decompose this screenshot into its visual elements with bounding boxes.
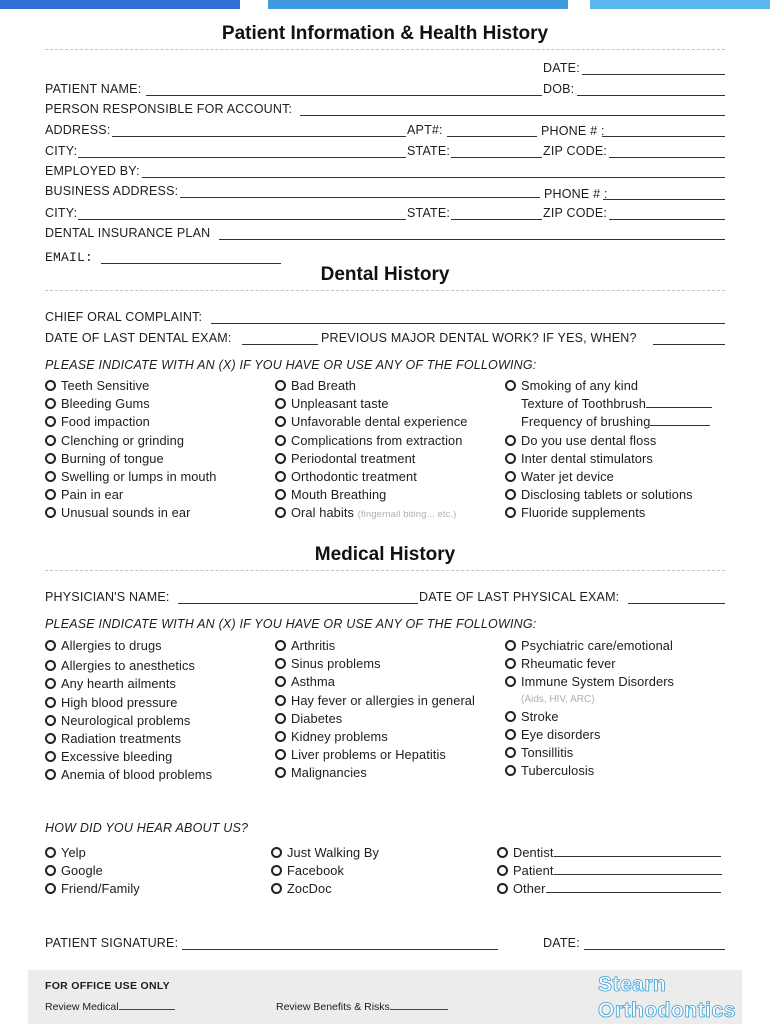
business-zip-label: ZIP CODE: bbox=[543, 206, 608, 220]
checkbox-circle[interactable] bbox=[45, 416, 56, 427]
review-medical-field[interactable] bbox=[119, 1000, 175, 1010]
option-sinus[interactable]: Sinus problems bbox=[275, 655, 475, 673]
option-water-jet[interactable]: Water jet device bbox=[505, 468, 712, 486]
state-label: STATE: bbox=[407, 144, 451, 158]
dob-label: DOB: bbox=[543, 82, 575, 96]
review-benefits-field[interactable] bbox=[390, 1000, 448, 1010]
physician-name-field[interactable] bbox=[178, 603, 418, 604]
option-walking-by[interactable]: Just Walking By bbox=[271, 844, 379, 862]
zip-field[interactable] bbox=[609, 157, 725, 158]
immune-note: (Aids, HIV, ARC) bbox=[521, 693, 595, 705]
business-city-label: CITY: bbox=[45, 206, 78, 220]
option-kidney[interactable]: Kidney problems bbox=[275, 728, 475, 746]
signature-date-label: DATE: bbox=[543, 936, 580, 950]
texture-toothbrush-row bbox=[505, 395, 712, 413]
option-radiation[interactable]: Radiation treatments bbox=[45, 730, 212, 748]
option-inter-dental[interactable]: Inter dental stimulators bbox=[505, 450, 712, 468]
option-hay-fever[interactable]: Hay fever or allergies in general bbox=[275, 692, 475, 710]
option-asthma[interactable]: Asthma bbox=[275, 673, 475, 691]
medical-column-1 bbox=[45, 637, 212, 785]
patient-name-referral-field[interactable] bbox=[554, 865, 722, 875]
checkbox-circle[interactable] bbox=[505, 380, 516, 391]
checkbox-circle[interactable] bbox=[275, 471, 286, 482]
option-dental-floss[interactable]: Do you use dental floss bbox=[505, 432, 712, 450]
employed-by-label: EMPLOYED BY: bbox=[45, 164, 140, 178]
checkbox-circle[interactable] bbox=[275, 398, 286, 409]
checkbox-circle[interactable] bbox=[275, 731, 286, 742]
option-liver[interactable]: Liver problems or Hepatitis bbox=[275, 746, 475, 764]
option-swelling[interactable]: Swelling or lumps in mouth bbox=[45, 468, 217, 486]
business-address-field[interactable] bbox=[180, 197, 540, 198]
option-burning-tongue[interactable]: Burning of tongue bbox=[45, 450, 217, 468]
option-anemia[interactable]: Anemia of blood problems bbox=[45, 766, 212, 784]
option-smoking[interactable]: Smoking of any kind bbox=[505, 377, 712, 395]
address-field[interactable] bbox=[112, 136, 406, 137]
apt-field[interactable] bbox=[447, 136, 537, 137]
apt-label: APT#: bbox=[407, 123, 443, 137]
business-city-field[interactable] bbox=[78, 219, 406, 220]
checkbox-circle[interactable] bbox=[505, 711, 516, 722]
checkbox-circle[interactable] bbox=[45, 733, 56, 744]
dentist-name-field[interactable] bbox=[554, 847, 721, 857]
checkbox-circle[interactable] bbox=[497, 865, 508, 876]
medical-instructions: PLEASE INDICATE WITH AN (X) IF YOU HAVE OR USE ANY OF THE FOLLOWING: bbox=[45, 617, 537, 631]
option-google[interactable]: Google bbox=[45, 862, 140, 880]
checkbox-circle[interactable] bbox=[45, 489, 56, 500]
option-other[interactable]: Other bbox=[497, 880, 722, 898]
checkbox-circle[interactable] bbox=[271, 847, 282, 858]
insurance-field[interactable] bbox=[219, 239, 725, 240]
business-address-label: BUSINESS ADDRESS: bbox=[45, 184, 179, 198]
dental-column-1 bbox=[45, 377, 217, 523]
checkbox-circle[interactable] bbox=[45, 697, 56, 708]
option-teeth-sensitive[interactable]: Teeth Sensitive bbox=[45, 377, 217, 395]
business-state-label: STATE: bbox=[407, 206, 451, 220]
option-unpleasant-taste[interactable]: Unpleasant taste bbox=[275, 395, 467, 413]
checkbox-circle[interactable] bbox=[45, 769, 56, 780]
option-unusual-sounds[interactable]: Unusual sounds in ear bbox=[45, 504, 217, 522]
top-accent-bar bbox=[0, 0, 770, 9]
texture-toothbrush-field[interactable] bbox=[646, 398, 712, 408]
option-neurological[interactable]: Neurological problems bbox=[45, 712, 212, 730]
checkbox-circle[interactable] bbox=[505, 453, 516, 464]
phone-field[interactable] bbox=[602, 136, 725, 137]
referral-column-2 bbox=[271, 844, 379, 899]
option-pain-in-ear[interactable]: Pain in ear bbox=[45, 486, 217, 504]
previous-work-field[interactable] bbox=[653, 344, 725, 345]
checkbox-circle[interactable] bbox=[271, 865, 282, 876]
previous-work-label: PREVIOUS MAJOR DENTAL WORK? IF YES, WHEN? bbox=[321, 331, 637, 345]
option-mouth-breathing[interactable]: Mouth Breathing bbox=[275, 486, 467, 504]
option-unfavorable-experience[interactable]: Unfavorable dental experience bbox=[275, 413, 467, 431]
checkbox-circle[interactable] bbox=[275, 676, 286, 687]
last-physical-label: DATE OF LAST PHYSICAL EXAM: bbox=[419, 590, 620, 604]
chief-complaint-label: CHIEF ORAL COMPLAINT: bbox=[45, 310, 203, 324]
business-zip-field[interactable] bbox=[609, 219, 725, 220]
checkbox-circle[interactable] bbox=[275, 713, 286, 724]
checkbox-circle[interactable] bbox=[45, 453, 56, 464]
medical-history-title: Medical History bbox=[314, 544, 456, 565]
frequency-brushing-row bbox=[505, 413, 712, 431]
option-allergies-drugs[interactable]: Allergies to drugs bbox=[45, 637, 212, 655]
office-use-heading: FOR OFFICE USE ONLY bbox=[45, 980, 170, 992]
medical-column-3 bbox=[505, 637, 674, 780]
review-medical-row: Review Medical bbox=[45, 1000, 175, 1013]
option-patient[interactable]: Patient bbox=[497, 862, 722, 880]
person-responsible-field[interactable] bbox=[300, 115, 725, 116]
option-bad-breath[interactable]: Bad Breath bbox=[275, 377, 467, 395]
employed-by-field[interactable] bbox=[142, 177, 725, 178]
option-friend-family[interactable]: Friend/Family bbox=[45, 880, 140, 898]
checkbox-circle[interactable] bbox=[275, 489, 286, 500]
insurance-label: DENTAL INSURANCE PLAN bbox=[45, 226, 211, 240]
checkbox-circle[interactable] bbox=[275, 507, 286, 518]
option-excessive-bleeding[interactable]: Excessive bleeding bbox=[45, 748, 212, 766]
stearn-orthodontics-logo: Stearn Orthodontics bbox=[598, 973, 736, 1022]
signature-date-field[interactable] bbox=[584, 949, 725, 950]
chief-complaint-field[interactable] bbox=[211, 323, 725, 324]
checkbox-circle[interactable] bbox=[505, 676, 516, 687]
checkbox-circle[interactable] bbox=[45, 678, 56, 689]
option-periodontal[interactable]: Periodontal treatment bbox=[275, 450, 467, 468]
title-divider bbox=[45, 49, 725, 50]
option-fluoride[interactable]: Fluoride supplements bbox=[505, 504, 712, 522]
zip-label: ZIP CODE: bbox=[543, 144, 608, 158]
patient-name-label: PATIENT NAME: bbox=[45, 82, 142, 96]
option-complications-extraction[interactable]: Complications from extraction bbox=[275, 432, 467, 450]
city-label: CITY: bbox=[45, 144, 78, 158]
dob-field[interactable] bbox=[577, 95, 725, 96]
date-field[interactable] bbox=[582, 74, 725, 75]
patient-name-field[interactable] bbox=[146, 95, 542, 96]
checkbox-circle[interactable] bbox=[45, 640, 56, 651]
phone-label: PHONE # : bbox=[541, 124, 605, 138]
frequency-brushing-label: Frequency of brushing bbox=[521, 414, 651, 430]
checkbox-circle[interactable] bbox=[45, 847, 56, 858]
option-rheumatic[interactable]: Rheumatic fever bbox=[505, 655, 674, 673]
checkbox-circle[interactable] bbox=[45, 471, 56, 482]
option-orthodontic[interactable]: Orthodontic treatment bbox=[275, 468, 467, 486]
checkbox-circle[interactable] bbox=[275, 767, 286, 778]
checkbox-circle[interactable] bbox=[505, 640, 516, 651]
checkbox-circle[interactable] bbox=[505, 729, 516, 740]
checkbox-circle[interactable] bbox=[497, 847, 508, 858]
option-high-blood-pressure[interactable]: High blood pressure bbox=[45, 694, 212, 712]
oral-habits-note: (fingernail biting... etc.) bbox=[357, 509, 457, 521]
option-zocdoc[interactable]: ZocDoc bbox=[271, 880, 379, 898]
option-oral-habits[interactable]: Oral habits (fingernail biting... etc.) bbox=[275, 504, 467, 522]
option-clenching[interactable]: Clenching or grinding bbox=[45, 432, 217, 450]
option-disclosing-tablets[interactable]: Disclosing tablets or solutions bbox=[505, 486, 712, 504]
referral-column-3 bbox=[497, 844, 722, 899]
checkbox-circle[interactable] bbox=[505, 658, 516, 669]
frequency-brushing-field[interactable] bbox=[650, 416, 710, 426]
dental-history-title: Dental History bbox=[320, 264, 450, 285]
dental-instructions: PLEASE INDICATE WITH AN (X) IF YOU HAVE OR USE ANY OF THE FOLLOWING: bbox=[45, 358, 537, 372]
option-hearth-ailments[interactable]: Any hearth ailments bbox=[45, 675, 212, 693]
referral-prompt: HOW DID YOU HEAR ABOUT US? bbox=[45, 821, 249, 835]
checkbox-circle[interactable] bbox=[505, 489, 516, 500]
option-immune[interactable]: Immune System Disorders bbox=[505, 673, 674, 691]
review-benefits-row: Review Benefits & Risks bbox=[276, 1000, 448, 1013]
checkbox-circle[interactable] bbox=[275, 749, 286, 760]
last-dental-exam-field[interactable] bbox=[242, 344, 318, 345]
accent-segment-1 bbox=[0, 0, 240, 9]
city-field[interactable] bbox=[78, 157, 406, 158]
checkbox-circle[interactable] bbox=[505, 435, 516, 446]
checkbox-circle[interactable] bbox=[275, 640, 286, 651]
checkbox-circle[interactable] bbox=[45, 660, 56, 671]
other-referral-field[interactable] bbox=[546, 883, 721, 893]
last-dental-exam-label: DATE OF LAST DENTAL EXAM: bbox=[45, 331, 232, 345]
medical-column-2 bbox=[275, 637, 475, 783]
checkbox-circle[interactable] bbox=[45, 380, 56, 391]
option-eye-disorders[interactable]: Eye disorders bbox=[505, 726, 674, 744]
option-facebook[interactable]: Facebook bbox=[271, 862, 379, 880]
checkbox-circle[interactable] bbox=[45, 751, 56, 762]
date-label: DATE: bbox=[543, 61, 580, 75]
checkbox-circle[interactable] bbox=[505, 747, 516, 758]
option-psychiatric[interactable]: Psychiatric care/emotional bbox=[505, 637, 674, 655]
option-yelp[interactable]: Yelp bbox=[45, 844, 140, 862]
accent-segment-2 bbox=[268, 0, 568, 9]
checkbox-circle[interactable] bbox=[275, 416, 286, 427]
referral-column-1 bbox=[45, 844, 140, 899]
dental-divider bbox=[45, 290, 725, 291]
checkbox-circle[interactable] bbox=[275, 435, 286, 446]
option-tuberculosis[interactable]: Tuberculosis bbox=[505, 762, 674, 780]
option-arthritis[interactable]: Arthritis bbox=[275, 637, 475, 655]
dental-column-3 bbox=[505, 377, 712, 523]
checkbox-circle[interactable] bbox=[45, 865, 56, 876]
address-label: ADDRESS: bbox=[45, 123, 111, 137]
option-tonsillitis[interactable]: Tonsillitis bbox=[505, 744, 674, 762]
option-allergies-anesthetics[interactable]: Allergies to anesthetics bbox=[45, 657, 212, 675]
checkbox-circle[interactable] bbox=[45, 435, 56, 446]
checkbox-circle[interactable] bbox=[505, 507, 516, 518]
checkbox-circle[interactable] bbox=[505, 765, 516, 776]
checkbox-circle[interactable] bbox=[45, 715, 56, 726]
page-title: Patient Information & Health History bbox=[221, 23, 549, 44]
texture-toothbrush-label: Texture of Toothbrush bbox=[521, 396, 646, 412]
option-dentist[interactable]: Dentist bbox=[497, 844, 722, 862]
checkbox-circle[interactable] bbox=[45, 883, 56, 894]
physician-name-label: PHYSICIAN'S NAME: bbox=[45, 590, 170, 604]
state-field[interactable] bbox=[451, 157, 542, 158]
email-label: EMAIL: bbox=[45, 250, 94, 265]
signature-field[interactable] bbox=[182, 949, 498, 950]
accent-segment-3 bbox=[590, 0, 770, 9]
checkbox-circle[interactable] bbox=[275, 453, 286, 464]
checkbox-circle[interactable] bbox=[505, 471, 516, 482]
checkbox-circle[interactable] bbox=[497, 883, 508, 894]
option-stroke[interactable]: Stroke bbox=[505, 708, 674, 726]
option-malignancies[interactable]: Malignancies bbox=[275, 764, 475, 782]
option-bleeding-gums[interactable]: Bleeding Gums bbox=[45, 395, 217, 413]
business-state-field[interactable] bbox=[451, 219, 542, 220]
signature-label: PATIENT SIGNATURE: bbox=[45, 936, 179, 950]
checkbox-circle[interactable] bbox=[45, 507, 56, 518]
option-diabetes[interactable]: Diabetes bbox=[275, 710, 475, 728]
business-phone-field[interactable] bbox=[603, 199, 725, 200]
checkbox-circle[interactable] bbox=[271, 883, 282, 894]
person-responsible-label: PERSON RESPONSIBLE FOR ACCOUNT: bbox=[45, 102, 293, 116]
checkbox-circle[interactable] bbox=[275, 658, 286, 669]
medical-divider bbox=[45, 570, 725, 571]
checkbox-circle[interactable] bbox=[275, 380, 286, 391]
option-food-impaction[interactable]: Food impaction bbox=[45, 413, 217, 431]
business-phone-label: PHONE # : bbox=[544, 187, 608, 201]
dental-column-2 bbox=[275, 377, 467, 523]
checkbox-circle[interactable] bbox=[45, 398, 56, 409]
checkbox-circle[interactable] bbox=[275, 695, 286, 706]
last-physical-field[interactable] bbox=[628, 603, 725, 604]
